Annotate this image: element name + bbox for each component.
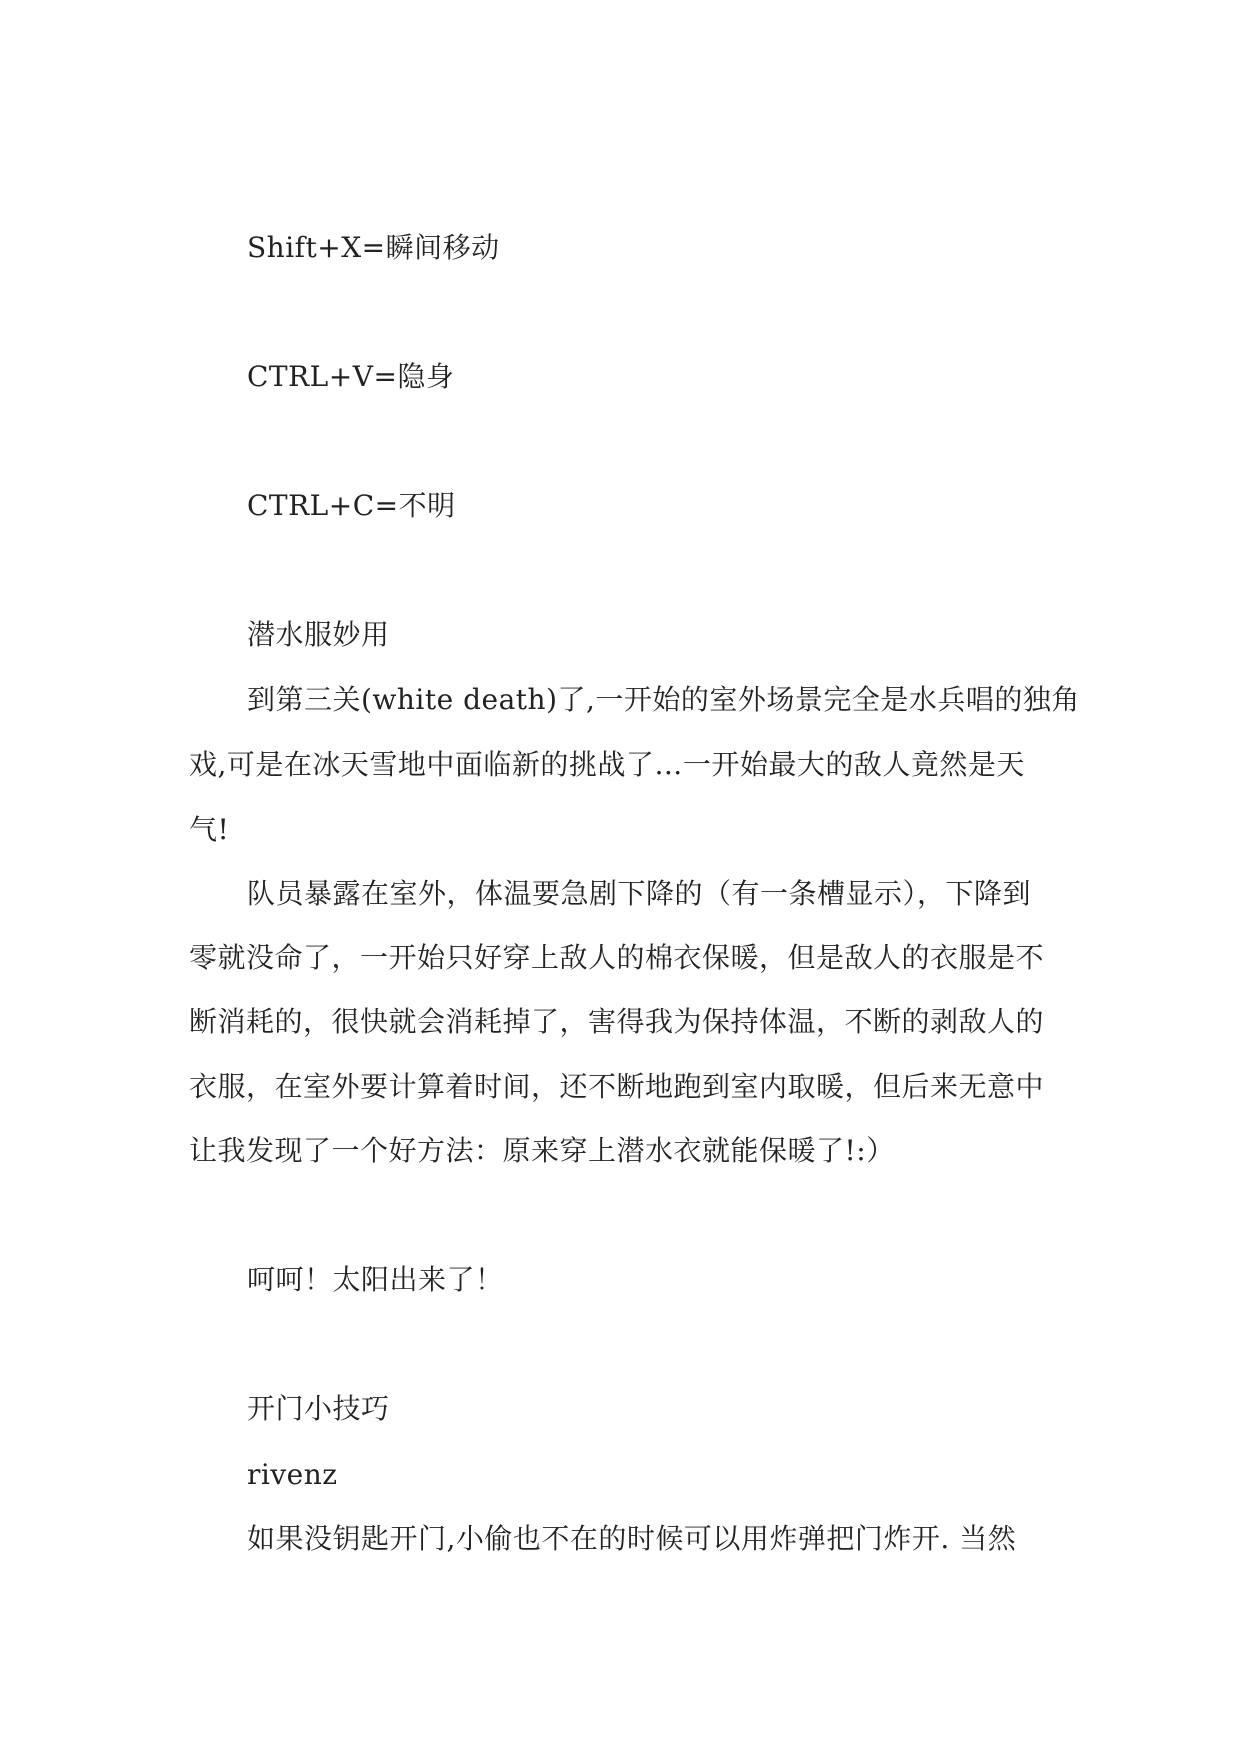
shortcut-line-invisible: CTRL+V=隐身: [247, 360, 455, 393]
shortcut-line-unknown: CTRL+C=不明: [247, 489, 456, 522]
paragraph-line: 断消耗的，很快就会消耗掉了，害得我为保持体温，不断的剥敌人的: [189, 1005, 1045, 1038]
section-heading-door-tips: 开门小技巧: [247, 1392, 390, 1425]
shortcut-line-teleport: Shift+X=瞬间移动: [247, 231, 500, 264]
closing-line: 呵呵！太阳出来了！: [247, 1263, 504, 1296]
paragraph-line: 衣服，在室外要计算着时间，还不断地跑到室内取暖，但后来无意中: [189, 1070, 1045, 1103]
paragraph-line: 如果没钥匙开门,小偷也不在的时候可以用炸弹把门炸开. 当然: [247, 1522, 1017, 1555]
paragraph-line: 气!: [189, 813, 230, 846]
paragraph-line: 队员暴露在室外，体温要急剧下降的（有一条槽显示），下降到: [247, 877, 1032, 910]
section-heading-diving-suit: 潜水服妙用: [247, 618, 390, 651]
paragraph-line: 让我发现了一个好方法：原来穿上潜水衣就能保暖了!:）: [189, 1134, 895, 1167]
paragraph-line: 零就没命了，一开始只好穿上敌人的棉衣保暖，但是敌人的衣服是不: [189, 941, 1045, 974]
paragraph-line: 到第三关(white death)了,一开始的室外场景完全是水兵唱的独角: [247, 683, 1080, 716]
paragraph-line: 戏,可是在冰天雪地中面临新的挑战了…一开始最大的敌人竟然是天: [189, 748, 1025, 781]
author-name: rivenz: [247, 1458, 338, 1491]
